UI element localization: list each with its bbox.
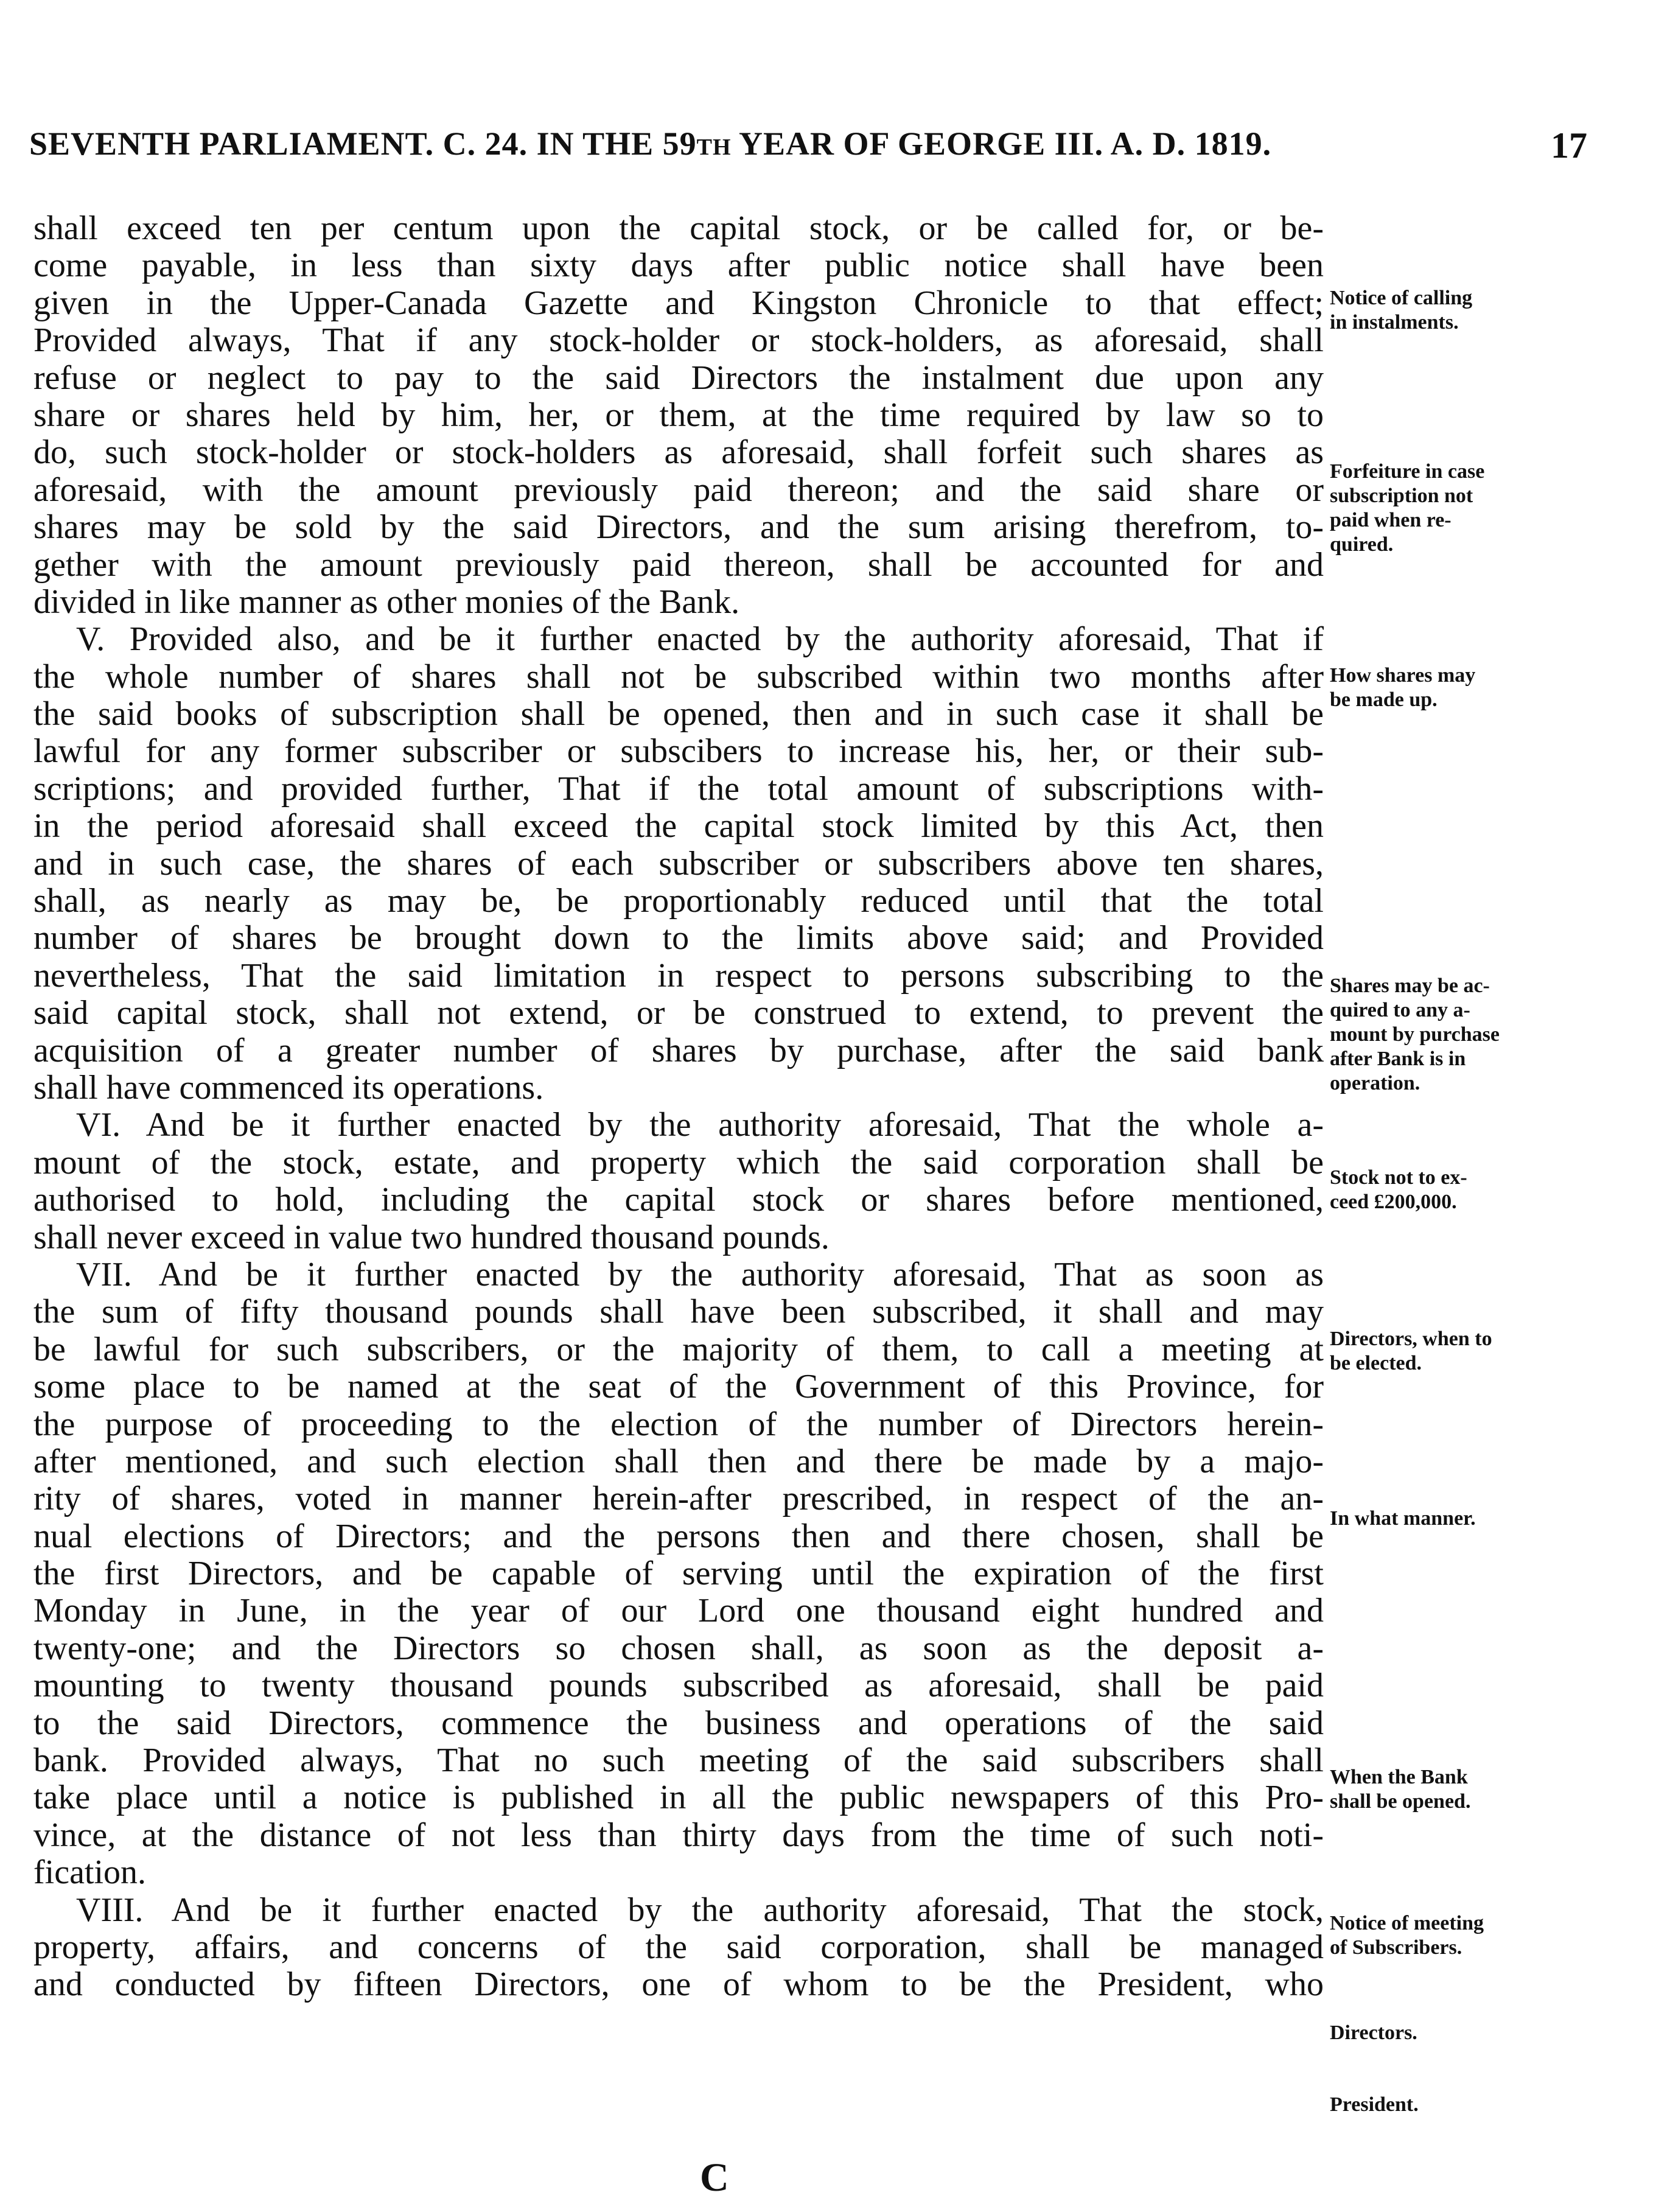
section-vi-first-line: VI. And be it further enacted by the authority aforesaid, That the whole a-: [76, 1107, 1324, 1144]
text-line: nevertheless, That the said limitation in respect to persons subscribing to the: [33, 957, 1324, 995]
text-line: shall, as nearly as may be, be proportionably reduced until that the total: [33, 883, 1324, 920]
text-line: shall never exceed in value two hundred thousand pounds.: [33, 1219, 830, 1256]
text-line: take place until a notice is published in all the public newspapers of this Pro-: [33, 1779, 1324, 1817]
text-line: scriptions; and provided further, That if the total amount of subscriptions with-: [33, 770, 1324, 808]
text-line: authorised to hold, including the capital stock or shares before mentioned,: [33, 1181, 1324, 1219]
text-line: do, such stock-holder or stock-holders as aforesaid, shall forfeit such shares as: [33, 434, 1324, 472]
margin-note-in-what-manner: In what manner.: [1330, 1507, 1476, 1530]
text-line: come payable, in less than sixty days after public notice shall have been: [33, 247, 1324, 285]
text-line: rity of shares, voted in manner herein-after prescribed, in respect of the an-: [33, 1480, 1324, 1518]
text-line: said capital stock, shall not extend, or be construed to extend, to prevent the: [33, 995, 1324, 1032]
margin-note-directors: Directors.: [1330, 2021, 1417, 2044]
text-line: number of shares be brought down to the limits above said; and Provided: [33, 920, 1324, 957]
text-line: property, affairs, and concerns of the said corporation, shall be managed: [33, 1928, 1324, 1966]
text-line: given in the Upper-Canada Gazette and Kingston Chronicle to that effect;: [33, 284, 1324, 322]
text-line: shall exceed ten per centum upon the capital stock, or be called for, or be-: [33, 210, 1324, 247]
text-line: the purpose of proceeding to the election of the number of Directors herein-: [33, 1405, 1324, 1443]
text-line: Provided always, That if any stock-holder or stock-holders, as aforesaid, shall: [33, 322, 1324, 360]
text-line: some place to be named at the seat of the Government of this Province, for: [33, 1368, 1324, 1406]
margin-note-president: President.: [1330, 2093, 1419, 2116]
text-line: mount of the stock, estate, and property which the said corporation shall be: [33, 1144, 1324, 1181]
text-line: be lawful for such subscribers, or the majority of them, to call a meeting at: [33, 1331, 1324, 1368]
text-line: shares may be sold by the said Directors, and the sum arising therefrom, to-: [33, 509, 1324, 547]
text-line: nual elections of Directors; and the persons then and there chosen, shall be: [33, 1517, 1324, 1555]
margin-note-notice-calling: Notice of calling in instalments.: [1330, 287, 1473, 334]
text-line: gether with the amount previously paid thereon, shall be accounted for and: [33, 546, 1324, 584]
margin-note-bank-opened: When the Bank shall be opened.: [1330, 1766, 1471, 1813]
text-line: the first Directors, and be capable of serving until the expiration of the first: [33, 1555, 1324, 1593]
margin-note-directors-elected: Directors, when to be elected.: [1330, 1328, 1492, 1374]
text-line: twenty-one; and the Directors so chosen shall, as soon as the deposit a-: [33, 1629, 1324, 1667]
running-title: SEVENTH PARLIAMENT. C. 24. IN THE 59th YEAR OF GEORGE III. A. D. 1819.: [29, 125, 1272, 162]
section-viii-first-line: VIII. And be it further enacted by the authority aforesaid, That the stock,: [76, 1891, 1324, 1929]
text-line: the whole number of shares shall not be subscribed within two months after: [33, 658, 1324, 696]
margin-note-stock-limit: Stock not to ex- ceed £200,000.: [1330, 1166, 1467, 1213]
text-line: in the period aforesaid shall exceed the capital stock limited by this Act, then: [33, 808, 1324, 845]
section-vii-first-line: VII. And be it further enacted by the authority aforesaid, That as soon as: [76, 1256, 1324, 1293]
signature-mark: C: [700, 2155, 729, 2200]
text-line: aforesaid, with the amount previously paid thereon; and the said share or: [33, 471, 1324, 509]
text-line: and in such case, the shares of each subscriber or subscribers above ten shares,: [33, 845, 1324, 883]
margin-note-shares-acquired: Shares may be ac- quired to any a- mount by purchase after Bank is in operation.: [1330, 975, 1500, 1094]
text-line: mounting to twenty thousand pounds subscribed as aforesaid, shall be paid: [33, 1667, 1324, 1705]
margin-note-notice-meeting: Notice of meeting of Subscribers.: [1330, 1912, 1484, 1959]
text-line: fication.: [33, 1854, 147, 1892]
text-line: to the said Directors, commence the business and operations of the said: [33, 1704, 1324, 1742]
text-line: vince, at the distance of not less than thirty days from the time of such noti-: [33, 1816, 1324, 1854]
text-line: divided in like manner as other monies of the Bank.: [33, 583, 740, 621]
text-line: the sum of fifty thousand pounds shall have been subscribed, it shall and may: [33, 1293, 1324, 1331]
text-line: acquisition of a greater number of shares by purchase, after the said bank: [33, 1032, 1324, 1069]
margin-note-how-shares: How shares may be made up.: [1330, 664, 1476, 711]
text-line: shall have commenced its operations.: [33, 1069, 544, 1107]
text-line: bank. Provided always, That no such meeting of the said subscribers shall: [33, 1742, 1324, 1780]
text-line: and conducted by fifteen Directors, one of whom to be the President, who: [33, 1966, 1324, 2004]
text-line: refuse or neglect to pay to the said Directors the instalment due upon any: [33, 359, 1324, 397]
section-v-first-line: V. Provided also, and be it further enacted by the authority aforesaid, That if: [76, 621, 1324, 659]
margin-note-forfeiture: Forfeiture in case subscription not paid when re- quired.: [1330, 460, 1485, 556]
page-number: 17: [1551, 125, 1587, 166]
running-header: [29, 125, 1587, 173]
text-line: lawful for any former subscriber or subscibers to increase his, her, or their sub-: [33, 733, 1324, 771]
text-line: Monday in June, in the year of our Lord one thousand eight hundred and: [33, 1592, 1324, 1630]
text-line: share or shares held by him, her, or them, at the time required by law so to: [33, 396, 1324, 434]
text-line: after mentioned, and such election shall then and there be made by a majo-: [33, 1443, 1324, 1480]
body-text: [33, 210, 1324, 2004]
text-line: the said books of subscription shall be opened, then and in such case it shall be: [33, 696, 1324, 733]
